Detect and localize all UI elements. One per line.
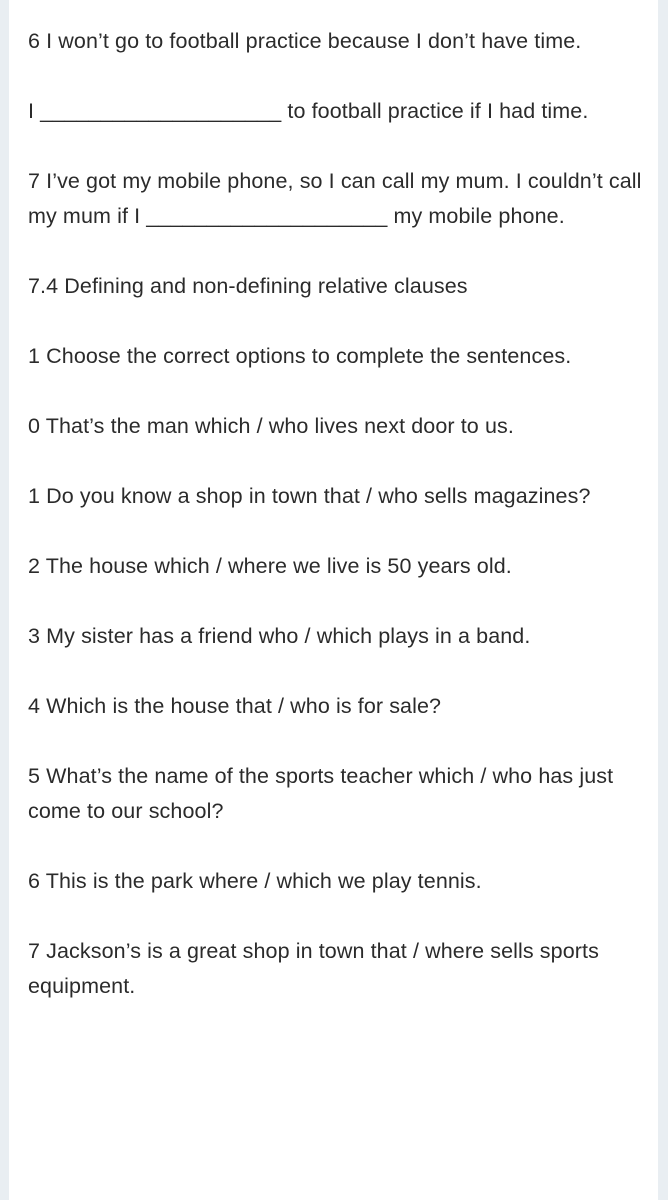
- exercise-6-answer-line: I ____________________ to football practice if I had time.: [28, 99, 589, 123]
- sentence-item: 3 My sister has a friend who / which plays in a band.: [28, 624, 531, 648]
- sentence-item: 5 What’s the name of the sports teacher which / who has just come to our school?: [28, 764, 614, 823]
- sentence-item: 7 Jackson’s is a great shop in town that / where sells sports equipment.: [28, 939, 599, 998]
- document-page: [9, 0, 658, 1200]
- sentence-item: 2 The house which / where we live is 50 years old.: [28, 554, 512, 578]
- sentence-item: 4 Which is the house that / who is for sale?: [28, 694, 442, 718]
- sentence-item: 0 That’s the man which / who lives next door to us.: [28, 414, 514, 438]
- sentence-item: 1 Do you know a shop in town that / who sells magazines?: [28, 484, 591, 508]
- sentence-item: 6 This is the park where / which we play tennis.: [28, 869, 482, 893]
- instruction: 1 Choose the correct options to complete the sentences.: [28, 344, 572, 368]
- exercise-7-prompt: 7 I’ve got my mobile phone, so I can call my mum. I couldn’t call my mum if I ____________________ my mobile phone.: [28, 169, 642, 228]
- exercise-6-prompt: 6 I won’t go to football practice because I don’t have time.: [28, 29, 582, 53]
- section-heading: 7.4 Defining and non-defining relative clauses: [28, 274, 468, 298]
- document-content: [28, 24, 644, 1039]
